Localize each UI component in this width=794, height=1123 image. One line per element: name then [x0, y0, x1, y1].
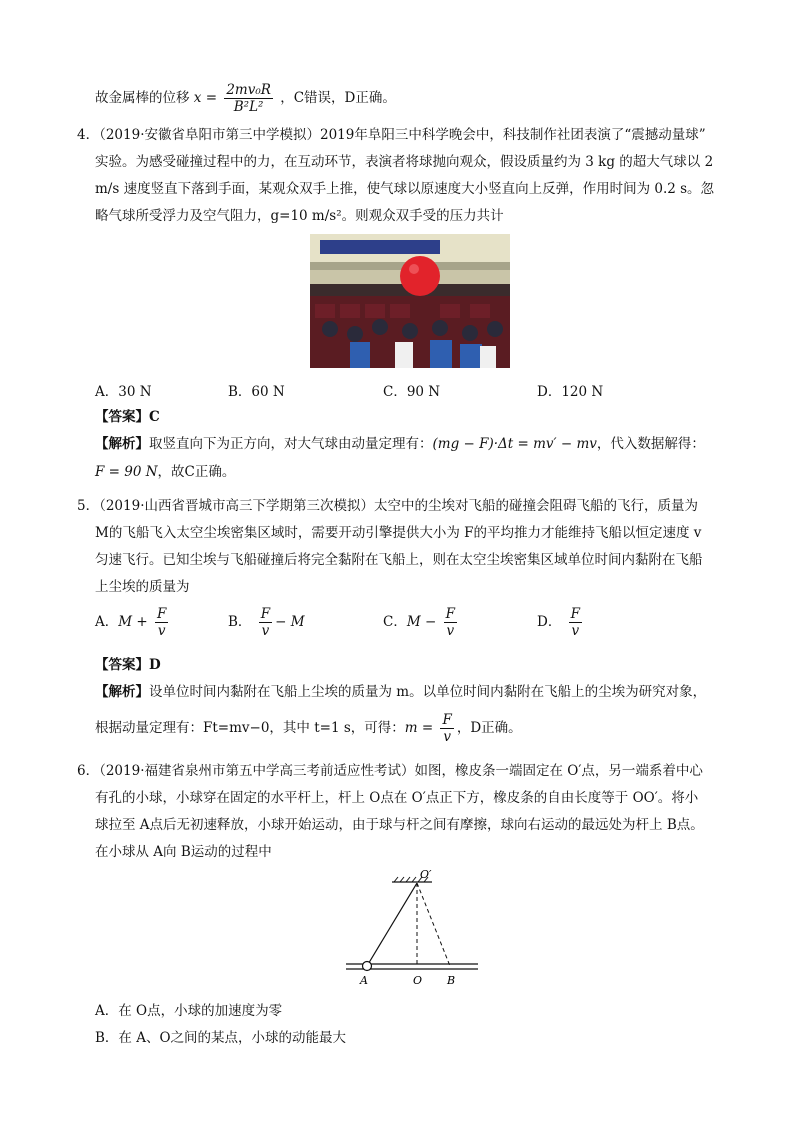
q5-option-d-fraction [569, 606, 582, 639]
q4-result-tail: ，故C正确。 [157, 464, 236, 480]
q5-option-b [228, 606, 305, 639]
q4-analysis-label: 【解析】 [95, 436, 149, 452]
q5-line-2: M的飞船飞入太空尘埃密集区域时，需要开动引擎提供大小为 F的平均推力才能维持飞船以恒定速度 v [95, 525, 702, 541]
q5-option-b-label: B． [228, 614, 252, 630]
label-b: B [447, 974, 456, 987]
frac-numerator: F [260, 606, 271, 622]
ball-icon [363, 962, 372, 971]
q4-line-3: m/s 速度竖直下落到手面，某观众双手上推，使气球以原速度大小竖直向上反弹，作用时间为 0.2 s。忽 [95, 181, 715, 197]
q4-analysis-tail: ，代入数据解得： [596, 436, 705, 452]
top-fraction [224, 82, 273, 115]
top-frac-num: 2mv₀R [226, 82, 271, 98]
q4-analysis [95, 434, 705, 454]
frac-numerator: F [156, 606, 167, 622]
q4-option-b: B．60 N [228, 384, 285, 400]
q6-line-1: 6．（2019·福建省泉州市第五中学高三考前适应性考试）如图，橡皮条一端固定在 O′点，另一端系着中心 [77, 763, 703, 779]
balloon-photo-image [310, 234, 510, 368]
q4-option-d: D．120 N [537, 384, 604, 400]
q5-option-c-label: C． [383, 614, 407, 630]
q5-line-b-tail: ，D正确。 [456, 720, 522, 736]
q5-option-a-fraction [155, 606, 168, 639]
diagram-svg [340, 866, 480, 988]
top-suffix: ，C错误，D正确。 [280, 90, 396, 106]
frac-denominator: v [444, 622, 457, 639]
q5-option-a-pre: M + [118, 614, 148, 630]
top-line [95, 80, 396, 116]
q5-option-c-pre: M − [406, 614, 437, 630]
q4-result-equation: F = 90 N [95, 464, 158, 480]
top-prefix: 故金属棒的位移 [95, 90, 194, 106]
q5-line-b-pre: 根据动量定理有：Ft=mv−0，其中 t=1 s，可得： [95, 720, 405, 736]
q4-line-2: 实验。为感受碰撞过程中的力，在互动环节，表演者将球抛向观众，假设质量约为 3 kg 的超大气球以 2 [95, 154, 714, 170]
q5-option-c [383, 606, 460, 639]
band-to-b [417, 883, 450, 966]
q5-line-4: 上尘埃的质量为 [95, 579, 190, 595]
q4-analysis-text: 取竖直向下为正方向，对大气球由动量定理有： [149, 436, 433, 452]
q5-option-d [537, 606, 585, 639]
q4-analysis-equation: (mg − F)·Δt = mv′ − mv [432, 436, 597, 452]
q4-option-c: C．90 N [383, 384, 441, 400]
q4-option-a: A．30 N [95, 384, 152, 400]
frac-denominator: v [569, 622, 582, 639]
frac-numerator: F [442, 712, 452, 728]
label-a: A [360, 974, 368, 987]
q5-option-b-fraction [259, 606, 272, 639]
q5-option-c-fraction [444, 606, 457, 639]
frac-denominator: v [440, 728, 453, 745]
q5-option-a-label: A． [95, 614, 119, 630]
q5-option-d-label: D． [537, 614, 562, 630]
q5-analysis-line-2 [95, 710, 522, 746]
q5-analysis-label: 【解析】 [95, 684, 149, 700]
q4-answer: 【答案】C [95, 409, 160, 425]
q5-result-fraction [440, 712, 453, 745]
q5-answer: 【答案】D [95, 657, 161, 673]
q6-line-2: 有孔的小球，小球穿在固定的水平杆上，杆上 O点在 O′点正下方，橡皮条的自由长度等于 OO′。将小 [95, 790, 699, 806]
top-x-eq: x = [193, 90, 218, 106]
frac-numerator: F [445, 606, 455, 622]
q5-analysis [95, 682, 706, 702]
frac-denominator: v [155, 622, 168, 639]
top-frac-den: B²L² [224, 98, 273, 115]
q5-line-b-eq: m = [404, 720, 434, 736]
q5-line-3: 匀速飞行。已知尘埃与飞船碰撞后将完全黏附在飞船上，则在太空尘埃密集区域单位时间内黏附在飞船 [95, 552, 703, 568]
frac-denominator: v [259, 622, 272, 639]
band-to-a [367, 883, 417, 966]
label-o-prime: O′ [420, 868, 432, 881]
q4-line-4: 略气球所受浮力及空气阻力，g=10 m/s²。则观众双手受的压力共计 [95, 208, 504, 224]
q4-result [95, 462, 235, 482]
q5-line-1: 5．（2019·山西省晋城市高三下学期第三次模拟）太空中的尘埃对飞船的碰撞会阻碍飞船的飞行，质量为 [77, 498, 698, 514]
audience-photo [310, 234, 510, 368]
rubber-band-diagram [340, 866, 480, 988]
frac-numerator: F [570, 606, 580, 622]
q5-option-a [95, 606, 171, 639]
q6-line-4: 在小球从 A向 B运动的过程中 [95, 844, 272, 860]
q6-line-3: 球拉至 A点后无初速释放，小球开始运动，由于球与杆之间有摩擦，球向右运动的最远处为杆上 B点。 [95, 817, 704, 833]
q5-analysis-text: 设单位时间内黏附在飞船上尘埃的质量为 m。以单位时间内黏附在飞船上的尘埃为研究对象， [149, 684, 707, 700]
q4-line-1: 4．（2019·安徽省阜阳市第三中学模拟）2019年阜阳三中科学晚会中，科技制作社团表演了“震撼动量球” [77, 127, 706, 143]
label-o: O [413, 974, 423, 987]
q6-option-b: B．在 A、O之间的某点，小球的动能最大 [95, 1030, 347, 1046]
q5-option-b-post: − M [275, 614, 305, 630]
q6-option-a: A．在 O点，小球的加速度为零 [95, 1003, 283, 1019]
